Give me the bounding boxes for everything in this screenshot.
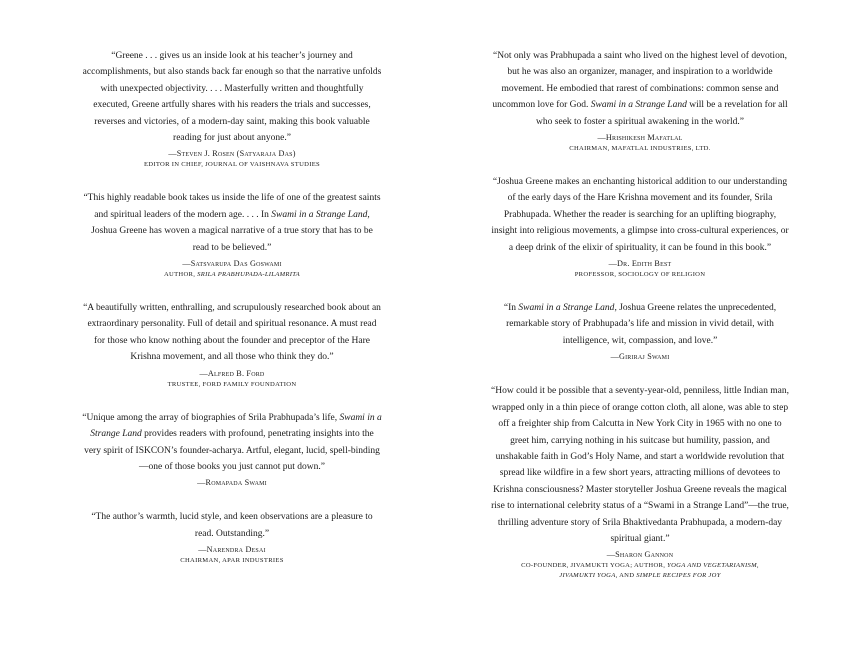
blurb-author: —Alfred B. Ford (199, 368, 265, 378)
blurb-author: —Narendra Desai (198, 545, 266, 555)
blurb-desai (82, 509, 382, 566)
blurb-author-title: AUTHOR, SRILA PRABHUPADA-LILAMRITA (163, 271, 301, 279)
blurb-author-title: CHAIRMAN, APAR INDUSTRIES (180, 557, 284, 565)
blurb-author-title: PROFESSOR, SOCIOLOGY OF RELIGION (574, 271, 706, 279)
blurb-author: —Romapada Swami (197, 478, 267, 488)
blurb-mafatlal (490, 48, 790, 154)
blurb-quote: “Unique among the array of biographies of Srila Prabhupada’s life, Swami in a Strange Land provides readers with profound, penetrating insights into the very spirit of ISKCON’s founder-acharya. Artful, elegant, lucid, spell-binding—one of those books you just cannot put down.” (82, 412, 382, 472)
blurb-giriraj (490, 300, 790, 363)
blurb-author: —Giriraj Swami (610, 352, 670, 362)
blurb-author-title: EDITOR IN CHIEF, JOURNAL OF VAISHNAVA STUDIES (143, 161, 321, 169)
blurb-gannon (490, 383, 790, 581)
blurb-satsvarupa (82, 190, 382, 280)
left-column (82, 48, 382, 586)
blurb-author: —Steven J. Rosen (Satyaraja Das) (168, 149, 296, 159)
right-column (490, 48, 790, 601)
blurb-rosen (82, 48, 382, 170)
blurb-quote: “Greene . . . gives us an inside look at his teacher’s journey and accomplishments, but also stands back far enough so that the narrative unfolds with unexpected objectivity. . . . Masterfully written and thoughtfully executed, Greene artfully shares with his readers the trials and successes, reverses and victories, of a modern-day saint, making this book valuable reading for just about anyone.” (82, 51, 382, 144)
blurb-quote: “This highly readable book takes us inside the life of one of the greatest saints and spiritual leaders of the modern age. . . . In Swami in a Strange Land, Joshua Greene has woven a magical narrative of a true story that has to be read to be believed.” (83, 193, 381, 253)
blurb-best (490, 174, 790, 280)
blurb-author: —Sharon Gannon (606, 550, 674, 560)
blurb-author-title: TRUSTEE, FORD FAMILY FOUNDATION (167, 380, 297, 388)
blurb-quote: “In Swami in a Strange Land, Joshua Greene relates the unprecedented, remarkable story of Prabhupada’s life and mission in vivid detail, with intelligence, wit, compassion, and love.” (503, 303, 777, 346)
blurb-author-title: CO-FOUNDER, JIVAMUKTI YOGA; AUTHOR, YOGA AND VEGETARIANISM, JIVAMUKTI YOGA, AND SIMPLE RECIPES FOR JOY (521, 562, 759, 580)
blurb-author: —Satsvarupa Das Goswami (182, 259, 282, 269)
blurb-author: —Hrishikesh Mafatlal (597, 133, 683, 143)
blurb-author-title: CHAIRMAN, MAFATLAL INDUSTRIES, LTD. (569, 145, 711, 153)
blurb-quote: “The author’s warmth, lucid style, and keen observations are a pleasure to read. Outstanding.” (91, 512, 373, 539)
blurb-quote: “Joshua Greene makes an enchanting historical addition to our understanding of the early days of the Hare Krishna movement and its founder, Srila Prabhupada. Whether the reader is searching for an uplifting biography, insight into religious movements, a glimpse into cross-cultural experiences, or a deep drink of the elixir of spirituality, it can be found in this book.” (491, 177, 789, 253)
blurb-quote: “A beautifully written, enthralling, and scrupulously researched book about an extraordinary personality. Full of detail and spiritual resonance. A must read for those who know nothing about the founder and preceptor of the Hare Krishna movement, and all those who think they do.” (83, 303, 381, 363)
blurb-quote: “Not only was Prabhupada a saint who lived on the highest level of devotion, but he was also an organizer, manager, and inspiration to a worldwide movement. He embodied that rarest of combinations: common sense and uncommon love for God. Swami in a Strange Land will be a revelation for all who seek to foster a spiritual awakening in the world.” (492, 51, 788, 127)
blurb-author: —Dr. Edith Best (608, 259, 672, 269)
blurb-quote: “How could it be possible that a seventy-year-old, penniless, little Indian man, wrapped only in a thin piece of orange cotton cloth, all alone, was able to step off a freighter ship from Calcutta in New York City in 1965 with no one to greet him, carrying nothing in his suitcase but humility, passion, and unshakable faith in God’s Holy Name, and start a worldwide revolution that spread like wildfire in a few short years, attracting millions of devotees to Krishna consciousness? Master storyteller Joshua Greene reveals the magical rise to international celebrity status of a “Swami in a Strange Land”—the true, thrilling adventure story of Srila Bhaktivedanta Prabhupada, a modern-day spiritual giant.” (491, 386, 789, 544)
blurb-ford (82, 300, 382, 390)
blurb-romapada (82, 410, 382, 490)
